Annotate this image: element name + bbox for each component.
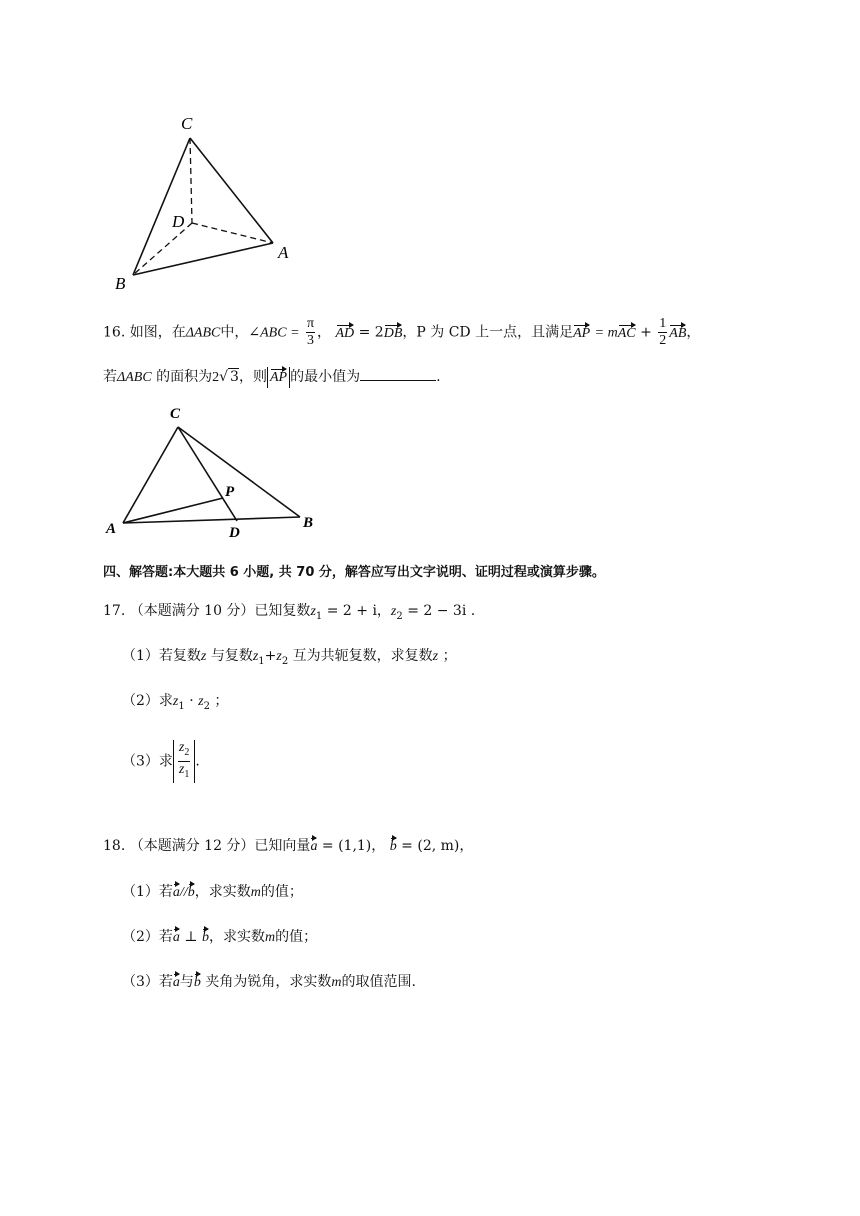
q16-text: 如图，在 xyxy=(129,324,186,341)
frac-num: 1 xyxy=(659,316,667,331)
parallel-symbol: // xyxy=(179,885,188,900)
q16-text: = 2 xyxy=(358,324,384,341)
q17-text: 互为共轭复数，求复数 xyxy=(292,648,433,664)
z1: z xyxy=(172,694,179,709)
q16-text: 若 xyxy=(103,369,117,385)
m: m xyxy=(331,975,342,990)
q17-value: = 2 + i， xyxy=(326,603,391,619)
pi-over-3 xyxy=(306,316,315,349)
z1: z xyxy=(310,604,316,619)
vertex-label-d: D xyxy=(229,525,240,541)
vertex-label-b: B xyxy=(303,515,314,531)
vector-ad: AD xyxy=(336,324,355,344)
q17-text: 与复数 xyxy=(210,648,253,664)
area-coefficient: 2 xyxy=(212,370,220,385)
one-half xyxy=(658,316,667,349)
q18-part3 xyxy=(122,972,416,993)
q18-text: （1）若 xyxy=(122,884,173,900)
triangle-abc: ΔABC xyxy=(117,370,152,385)
q17-part1 xyxy=(122,646,457,672)
q16-text: 的最小值为 xyxy=(290,369,361,385)
frac-num: π xyxy=(306,316,315,331)
q16-text: 的面积为 xyxy=(156,369,213,385)
m: m xyxy=(250,885,261,900)
q16-line1 xyxy=(103,316,700,349)
vertex-label-a: A xyxy=(106,521,117,537)
vector-b: b xyxy=(390,837,397,857)
section-heading: 四、解答题:本大题共 6 小题, 共 70 分，解答应写出文字说明、证明过程或演算步骤。 xyxy=(103,565,605,580)
q18-text: 的值； xyxy=(260,884,303,900)
subscript: 1 xyxy=(258,655,265,667)
q17-text: . xyxy=(195,753,200,770)
triangle-abc: ΔABC xyxy=(185,325,221,341)
tetrahedron-figure xyxy=(100,105,310,305)
z2: z xyxy=(198,694,204,709)
frac-den: 3 xyxy=(307,333,314,348)
q16-text: = m xyxy=(594,325,618,341)
z1: z xyxy=(252,649,259,664)
q18-text: 夹角为锐角，求实数 xyxy=(205,974,332,990)
vector-ap: AP xyxy=(573,324,590,344)
abs-ap xyxy=(267,367,290,388)
subscript: 1 xyxy=(315,610,323,622)
q17-line xyxy=(103,601,475,627)
q17-text: （3）求 xyxy=(122,753,173,770)
vertex-label-d: D xyxy=(172,212,185,231)
z2: z xyxy=(276,649,282,664)
q17-number: 17. xyxy=(103,603,126,619)
q17-text: （本题满分 10 分）已知复数 xyxy=(129,603,311,619)
m: m xyxy=(265,930,276,945)
q16-text: 中， xyxy=(220,324,249,341)
q18-text: （2）若 xyxy=(122,929,173,945)
vertex-label-c: C xyxy=(170,406,181,422)
q18-text: 与 xyxy=(179,974,194,990)
q18-text: （3）若 xyxy=(122,974,173,990)
z: z xyxy=(200,649,207,664)
subscript: 2 xyxy=(203,700,210,712)
z2: z xyxy=(390,604,397,619)
q18-number: 18. xyxy=(103,838,126,854)
q17-text: + xyxy=(264,648,277,664)
q16-line2: 若ΔABC 的面积为2√ 3，则 AP 的最小值为 . xyxy=(103,366,441,388)
frac-den: 2 xyxy=(659,333,667,348)
q16-number: 16. xyxy=(103,324,126,341)
q16-text: + xyxy=(640,324,652,341)
q18-value: = (2, m)， xyxy=(401,838,474,854)
q18-part1 xyxy=(122,882,303,903)
area-radicand: 3 xyxy=(230,369,239,385)
subscript: 1 xyxy=(178,700,185,712)
vector-ap: AP xyxy=(270,368,287,388)
q18-text: ，求实数 xyxy=(209,929,265,945)
q18-text: 的值； xyxy=(275,929,318,945)
subscript: 2 xyxy=(281,655,289,667)
q16-text: ，则 xyxy=(238,369,267,385)
answer-blank xyxy=(360,366,436,381)
q18-text: ，求实数 xyxy=(194,884,251,900)
subscript: 2 xyxy=(184,746,190,758)
subscript: 2 xyxy=(396,610,403,622)
vertex-label-c: C xyxy=(181,114,193,133)
q17-text: · xyxy=(184,693,199,709)
subscript: 1 xyxy=(184,768,190,780)
q16-text: ， xyxy=(686,324,701,341)
q17-value: = 2 − 3i . xyxy=(407,603,476,619)
q16-text: ，P 为 CD 上一点，且满足 xyxy=(402,324,574,341)
vector-a: a xyxy=(173,928,180,948)
vector-ac: AC xyxy=(618,324,636,344)
q17-text: ； xyxy=(442,648,457,664)
vector-b: b xyxy=(202,928,209,948)
vector-ab: AB xyxy=(669,324,686,344)
q18-text: （本题满分 12 分）已知向量 xyxy=(129,838,311,854)
q16-text: . xyxy=(436,369,441,385)
q17-text: ； xyxy=(214,693,229,709)
z2-over-z1 xyxy=(178,740,190,783)
angle-abc: ∠ABC = xyxy=(248,325,300,341)
q18-value: = (1,1)， xyxy=(321,838,386,854)
vector-b: b xyxy=(194,973,201,993)
q17-part3 xyxy=(122,740,200,783)
z1: z xyxy=(178,761,185,777)
vector-a: a xyxy=(310,837,317,857)
vector-b: b xyxy=(188,883,195,903)
triangle-figure xyxy=(100,400,330,545)
q16-text: ， xyxy=(317,324,332,341)
q17-text: （2）求 xyxy=(122,693,173,709)
q17-part2 xyxy=(122,691,228,717)
vertex-label-b: B xyxy=(115,274,126,293)
perp-symbol: ⊥ xyxy=(179,929,202,945)
vertex-label-a: A xyxy=(278,243,289,262)
vector-a: a xyxy=(173,973,180,993)
abs-quotient xyxy=(173,740,195,783)
z: z xyxy=(432,649,439,664)
q18-line xyxy=(103,836,473,857)
q18-text: 的取值范围. xyxy=(341,974,416,990)
q18-part2 xyxy=(122,927,317,948)
vector-db: DB xyxy=(384,324,403,344)
vertex-label-p: P xyxy=(225,484,235,500)
q17-text: （1）若复数 xyxy=(122,648,201,664)
vector-a: a xyxy=(173,883,180,903)
z2: z xyxy=(178,740,185,755)
